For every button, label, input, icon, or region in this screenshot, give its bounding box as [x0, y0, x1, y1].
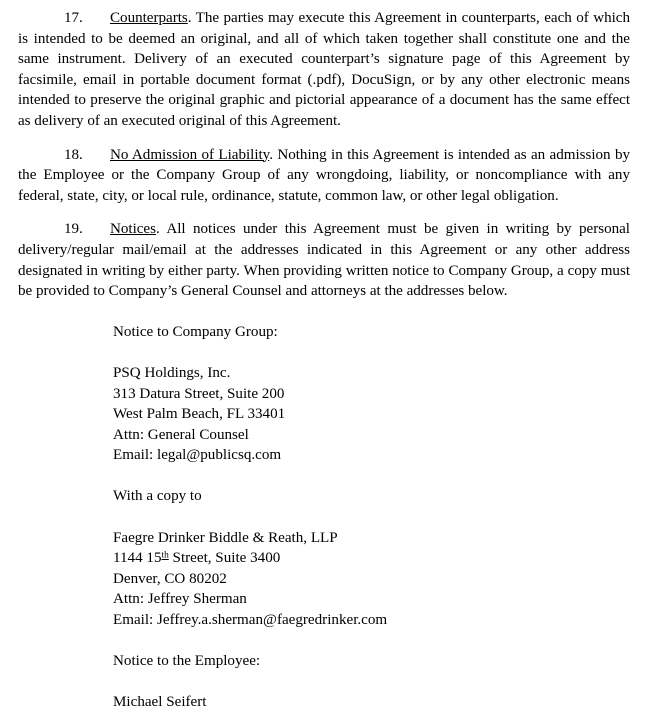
- paragraph-17: [18, 8, 630, 132]
- notice-employee-name: Michael Seifert: [113, 694, 207, 711]
- paragraph-18-number: 18.: [64, 146, 83, 163]
- paragraph-17-body: . The parties may execute this Agreement in counterparts, each of which is intended to be deemed an original, and all of which taken together shall constitute one and the same instrument. Delivery of an executed counterpart’s signature page of this Agreement by facsimile, email in portable document format (.pdf), DocuSign, or by any other electronic means intended to preserve the original graphic and pictorial appearance of a document has the same effect as delivery of an executed original of this Agreement.: [18, 10, 630, 129]
- street-ordinal-superscript: th: [161, 550, 169, 561]
- notice-copy-to-street: [113, 548, 630, 569]
- street-number-prefix: 1144 15: [113, 550, 162, 567]
- notice-company-group-label: Notice to Company Group:: [113, 323, 278, 340]
- blank-line: [113, 507, 630, 528]
- notice-address-section: [18, 322, 630, 713]
- paragraph-19-body: . All notices under this Agreement must be given in writing by personal delivery/regular mail/email at the addresses indicated in this Agreement or any other address designated in writing by either party. When providing written notice to Company Group, a copy must be provided to Company’s General Counsel and attorneys at the addresses below.: [18, 221, 630, 300]
- notice-copy-to-city-state-zip: Denver, CO 80202: [113, 570, 227, 587]
- notice-employee-label: Notice to the Employee:: [113, 653, 261, 670]
- notice-company-group-line-4: Attn: General Counsel: [113, 426, 249, 443]
- notice-copy-to-attn: Attn: Jeffrey Sherman: [113, 591, 247, 608]
- notice-company-group-email: Email: legal@publicsq.com: [113, 447, 282, 464]
- notice-copy-to-firm-name: Faegre Drinker Biddle & Reath, LLP: [113, 529, 338, 546]
- paragraph-17-number: 17.: [64, 10, 83, 26]
- blank-line: [113, 342, 630, 363]
- paragraph-19-heading: Notices: [110, 221, 156, 238]
- notice-company-group-line-1: PSQ Holdings, Inc.: [113, 364, 231, 381]
- paragraph-18-heading: No Admission of Liability: [110, 146, 270, 163]
- notice-copy-to-label: With a copy to: [113, 488, 202, 505]
- paragraph-19: [18, 219, 630, 301]
- street-suffix: Street, Suite 3400: [168, 550, 281, 567]
- notice-block-copy-to: [113, 486, 630, 630]
- blank-line: [113, 672, 630, 693]
- paragraph-19-number: 19.: [64, 221, 83, 238]
- paragraph-18-body: . Nothing in this Agreement is intended as an admission by the Employee or the Company Group of any wrongdoing, liability, or noncompliance with any federal, state, city, or local rule, ordinance, statute, common law, or other legal obligation.: [18, 146, 630, 204]
- paragraph-17-heading: Counterparts: [110, 10, 188, 26]
- notice-copy-to-email: Email: Jeffrey.a.sherman@faegredrinker.com: [113, 612, 388, 629]
- notice-block-company-group: [113, 322, 630, 466]
- paragraph-18: [18, 145, 630, 207]
- notice-company-group-line-3: West Palm Beach, FL 33401: [113, 406, 286, 423]
- blank-line: [18, 466, 630, 487]
- blank-line: [18, 631, 630, 652]
- notice-block-employee: [113, 651, 630, 713]
- notice-company-group-line-2: 313 Datura Street, Suite 200: [113, 385, 285, 402]
